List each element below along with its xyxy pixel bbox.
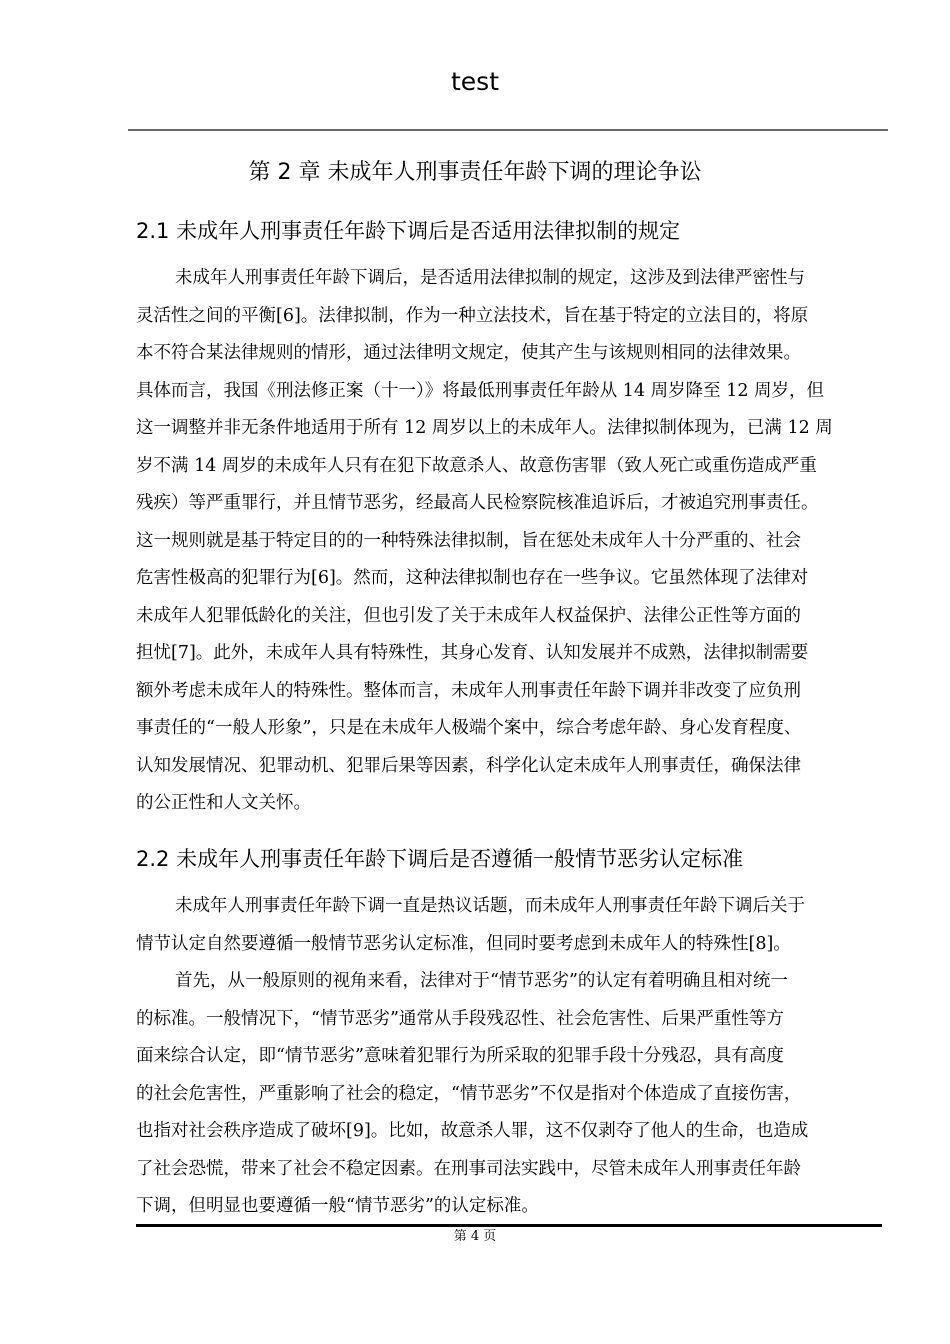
paragraph-line: 危害性极高的犯罪行为[6]。然而，这种法律拟制也存在一些争议。它虽然体现了法律对 bbox=[136, 568, 809, 588]
paragraph-line: 的社会危害性，严重影响了社会的稳定，“情节恶劣”不仅是指对个体造成了直接伤害， bbox=[136, 1083, 802, 1104]
paragraph-line: 了社会恐慌，带来了社会不稳定因素。在刑事司法实践中，尽管未成年人刑事责任年龄 bbox=[136, 1158, 801, 1179]
footer-divider bbox=[136, 1224, 882, 1227]
paragraph-line: 面来综合认定，即“情节恶劣”意味着犯罪行为所采取的犯罪手段十分残忍，具有高度 bbox=[136, 1046, 784, 1066]
paragraph-line: 下调，但明显也要遵循一般“情节恶劣”的认定标准。 bbox=[136, 1196, 539, 1216]
paragraph-line: 认知发展情况、犯罪动机、犯罪后果等因素，科学化认定未成年人刑事责任，确保法律 bbox=[136, 755, 801, 776]
paragraph-line: 情节认定自然要遵循一般情节恶劣认定标准，但同时要考虑到未成年人的特殊性[8]。 bbox=[136, 933, 791, 954]
paragraph-line: 的标准。一般情况下，“情节恶劣”通常从手段残忍性、社会危害性、后果严重性等方 bbox=[136, 1008, 784, 1029]
paragraph-line: 也指对社会秩序造成了破坏[9]。比如，故意杀人罪，这不仅剥夺了他人的生命，也造成 bbox=[136, 1121, 809, 1141]
paragraph-line: 未成年人刑事责任年龄下调后，是否适用法律拟制的规定，这涉及到法律严密性与 bbox=[175, 268, 805, 288]
section-heading-2-1: 2.1 未成年人刑事责任年龄下调后是否适用法律拟制的规定 bbox=[136, 219, 681, 243]
paragraph-line: 额外考虑未成年人的特殊性。整体而言，未成年人刑事责任年龄下调并非改变了应负刑 bbox=[136, 680, 801, 701]
paragraph-line: 具体而言，我国《刑法修正案（十一）》将最低刑事责任年龄从 14 周岁降至 12 周岁，但 bbox=[136, 380, 825, 401]
paragraph-2-1-body bbox=[136, 260, 896, 823]
header-divider bbox=[128, 129, 888, 131]
paragraph-line: 本不符合某法律规则的情形，通过法律明文规定，使其产生与该规则相同的法律效果。 bbox=[136, 343, 801, 363]
page-number: 第 4 页 bbox=[453, 1229, 497, 1244]
paragraph-line: 的公正性和人文关怀。 bbox=[136, 793, 311, 813]
paragraph-line: 首先，从一般原则的视角来看，法律对于“情节恶劣”的认定有着明确且相对统一 bbox=[175, 971, 788, 991]
paragraph-line: 残疾）等严重罪行，并且情节恶劣，经最高人民检察院核准追诉后，才被追究刑事责任。 bbox=[136, 493, 819, 513]
running-header-title: test bbox=[450, 67, 499, 96]
section-heading-2-2: 2.2 未成年人刑事责任年龄下调后是否遵循一般情节恶劣认定标准 bbox=[136, 847, 744, 871]
paragraph-line: 未成年人犯罪低龄化的关注，但也引发了关于未成年人权益保护、法律公正性等方面的 bbox=[136, 605, 801, 626]
paragraph-line: 未成年人刑事责任年龄下调一直是热议话题，而未成年人刑事责任年龄下调后关于 bbox=[175, 896, 805, 916]
paragraph-line: 这一调整并非无条件地适用于所有 12 周岁以上的未成年人。法律拟制体现为，已满 12 周 bbox=[136, 418, 833, 438]
paragraph-line: 岁不满 14 周岁的未成年人只有在犯下故意杀人、故意伤害罪（致人死亡或重伤造成严重 bbox=[136, 455, 817, 476]
paragraph-line: 担忧[7]。此外，未成年人具有特殊性，其身心发育、认知发展并不成熟，法律拟制需要 bbox=[136, 643, 809, 663]
paragraph-2-2-body bbox=[136, 963, 896, 1226]
paragraph-line: 灵活性之间的平衡[6]。法律拟制，作为一种立法技术，旨在基于特定的立法目的，将原 bbox=[136, 305, 809, 326]
chapter-title: 第 2 章 未成年人刑事责任年龄下调的理论争讼 bbox=[248, 160, 702, 185]
paragraph-line: 这一规则就是基于特定目的的一种特殊法律拟制，旨在惩处未成年人十分严重的、社会 bbox=[136, 530, 801, 551]
paragraph-2-2-intro bbox=[136, 888, 896, 963]
paragraph-line: 事责任的“一般人形象”，只是在未成年人极端个案中，综合考虑年龄、身心发育程度、 bbox=[136, 718, 802, 738]
